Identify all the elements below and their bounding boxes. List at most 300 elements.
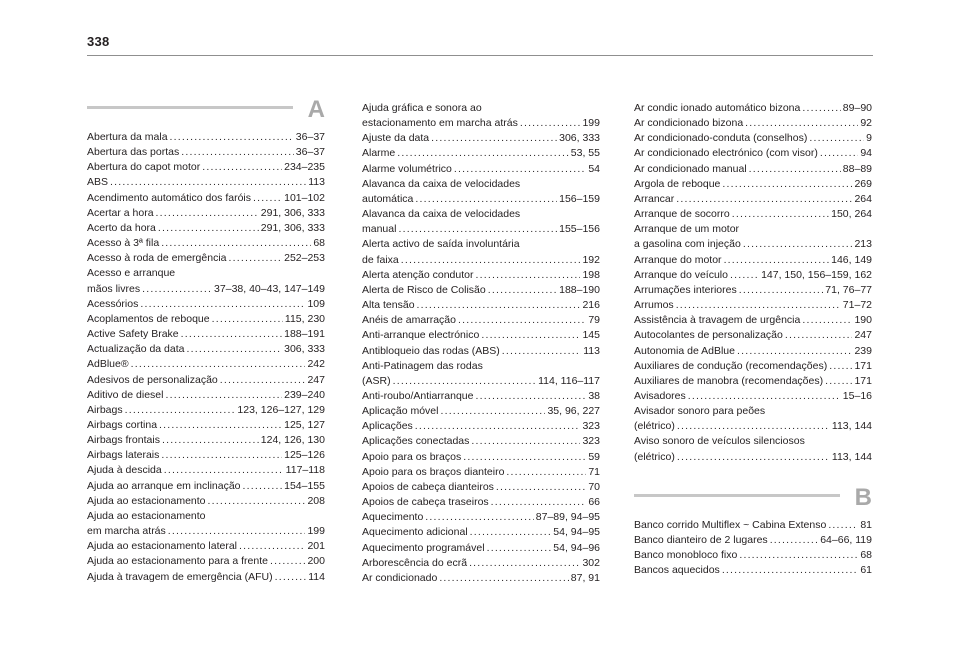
dot-leader (229, 251, 283, 266)
index-entry (87, 266, 325, 296)
index-entry (362, 465, 600, 480)
dot-leader (820, 146, 858, 161)
entry-term: Actualização da data (87, 343, 185, 356)
entry-line (634, 419, 872, 434)
entry-pages: 79 (588, 314, 600, 327)
entry-line (362, 389, 600, 404)
entry-term: Ar condicionado manual (634, 162, 747, 175)
dot-leader (737, 344, 852, 359)
entry-line (87, 570, 325, 585)
dot-leader (110, 175, 306, 190)
entry-term: Alarme (362, 147, 396, 160)
index-entry (634, 177, 872, 192)
entry-term: Abertura da mala (87, 131, 168, 143)
entry-term: Aplicações conectadas (362, 435, 470, 448)
entry-line (634, 298, 872, 313)
entry-pages: 302 (582, 556, 600, 569)
entry-term: Arborescência do ecrã (362, 556, 468, 569)
index-entry (362, 131, 600, 146)
entry-line (87, 539, 325, 554)
entry-term: estacionamento em marcha atrás (362, 117, 518, 130)
entry-line (362, 162, 600, 177)
entry-term: Airbags (87, 403, 123, 416)
entry-line (87, 191, 325, 206)
entry-line (362, 253, 600, 268)
index-entry (634, 283, 872, 298)
entry-line (87, 373, 325, 388)
index-entry (87, 373, 325, 388)
dot-leader (131, 357, 306, 372)
dot-leader (520, 116, 581, 131)
entry-pages: 36–37 (295, 131, 325, 143)
dot-leader (476, 268, 581, 283)
entry-term-line: Anti-Patinagem das rodas (362, 359, 483, 372)
entry-term-line: Avisador sonoro para peões (634, 405, 766, 418)
index-entry (634, 434, 872, 464)
index-entry (362, 495, 600, 510)
index-entry (87, 312, 325, 327)
index-entry (362, 525, 600, 540)
entry-line (634, 374, 872, 389)
entry-line (87, 206, 325, 221)
entry-pages: 216 (582, 299, 600, 312)
dot-leader (142, 282, 212, 297)
entry-line (87, 357, 325, 372)
index-entry (87, 191, 325, 206)
index-entry (362, 146, 600, 161)
index-entry (362, 162, 600, 177)
entry-pages: 247 (307, 373, 325, 386)
entry-pages: 252–253 (284, 252, 325, 265)
index-entry (634, 131, 872, 146)
index-entry (634, 374, 872, 389)
dot-leader (476, 389, 587, 404)
index-entry (87, 130, 325, 145)
dot-leader (220, 373, 306, 388)
entry-term: AdBlue® (87, 358, 129, 371)
entry-line (87, 175, 325, 190)
dot-leader (825, 374, 852, 389)
index-entry (87, 160, 325, 175)
dot-leader (415, 419, 581, 434)
entry-line (362, 495, 600, 510)
entry-term: Ajuda ao estacionamento lateral (87, 540, 238, 553)
entry-pages: 81 (860, 518, 872, 531)
entry-term: (elétrico) (634, 450, 675, 463)
entry-term: mãos livres (87, 282, 141, 295)
dot-leader (732, 207, 829, 222)
index-entry (87, 236, 325, 251)
entry-pages: 171 (854, 374, 872, 387)
index-entry (362, 404, 600, 419)
entry-term: Arranque de socorro (634, 208, 730, 221)
index-entry (634, 313, 872, 328)
index-entry (634, 359, 872, 374)
entry-term: ABS (87, 176, 109, 189)
index-column-3 (634, 101, 872, 578)
index-entry (87, 494, 325, 509)
dot-leader (161, 448, 282, 463)
index-entry (87, 403, 325, 418)
entry-line (362, 283, 600, 298)
dot-leader (431, 131, 557, 146)
entry-pages: 201 (307, 540, 325, 553)
entry-pages: 190 (854, 314, 872, 327)
entry-line (634, 344, 872, 359)
entry-line (634, 283, 872, 298)
dot-leader (168, 524, 306, 539)
entry-term: Auxiliares de manobra (recomendações) (634, 374, 824, 387)
entry-line (362, 480, 600, 495)
entry-pages: 54 (588, 162, 600, 175)
entry-line (87, 418, 325, 433)
dot-leader (677, 419, 830, 434)
entry-line (362, 344, 600, 359)
entry-line (634, 389, 872, 404)
section-header-a (87, 96, 325, 123)
entry-term: Ajuda à travagem de emergência (AFU) (87, 570, 273, 583)
dot-leader (688, 389, 841, 404)
entry-line (634, 313, 872, 328)
entry-line (87, 327, 325, 342)
index-entry (87, 463, 325, 478)
dot-leader (162, 433, 259, 448)
index-entry (87, 206, 325, 221)
entry-term: Avisadores (634, 389, 686, 402)
entry-line (362, 374, 600, 389)
dot-leader (487, 541, 552, 556)
entry-line (634, 548, 872, 563)
index-entry (634, 268, 872, 283)
dot-leader (164, 463, 284, 478)
entry-term: Ar condicionado electrónico (com visor) (634, 147, 818, 160)
entry-line (634, 207, 872, 222)
entry-term-line: Alavanca da caixa de velocidades (362, 177, 521, 190)
index-entry (362, 359, 600, 389)
entry-pages: 92 (860, 117, 872, 130)
entry-term: Anti-roubo/Antiarranque (362, 389, 474, 402)
entry-pages: 264 (854, 192, 872, 205)
entry-pages: 59 (588, 450, 600, 463)
dot-leader (212, 312, 283, 327)
dot-leader (496, 480, 586, 495)
dot-leader (470, 525, 552, 540)
entry-line (87, 479, 325, 494)
entry-list (634, 101, 872, 465)
entry-pages: 101–102 (284, 191, 325, 204)
entry-pages: 192 (582, 253, 600, 266)
dot-leader (275, 570, 307, 585)
dot-leader (722, 177, 852, 192)
entry-line (362, 328, 600, 343)
entry-term: Acendimento automático dos faróis (87, 191, 252, 204)
section-letter-a: A (307, 96, 325, 123)
dot-leader (770, 533, 819, 548)
entry-term: Ajuda ao estacionamento para a frente (87, 555, 268, 568)
entry-term: Aplicação móvel (362, 405, 439, 418)
entry-pages: 306, 333 (284, 343, 325, 356)
entry-term: Aplicações (362, 420, 413, 433)
entry-pages: 89–90 (842, 102, 872, 114)
index-entry (634, 207, 872, 222)
dot-leader (170, 130, 294, 145)
entry-pages: 113 (583, 344, 600, 357)
entry-line (634, 359, 872, 374)
entry-line (87, 130, 325, 145)
index-entry (362, 541, 600, 556)
entry-term: Alerta atenção condutor (362, 268, 474, 281)
entry-term: automática (362, 192, 414, 205)
entry-pages: 323 (582, 420, 600, 433)
dot-leader (440, 404, 545, 419)
dot-leader (743, 237, 853, 252)
entry-line (362, 116, 600, 131)
entry-line (362, 268, 600, 283)
entry-pages: 71–72 (842, 299, 872, 312)
section-rule (87, 106, 293, 109)
dot-leader (506, 465, 586, 480)
dot-leader (401, 253, 581, 268)
entry-term: Acerto da hora (87, 221, 156, 234)
entry-pages: 115, 230 (284, 312, 325, 325)
dot-leader (161, 236, 311, 251)
entry-line (634, 131, 872, 146)
index-entry (362, 510, 600, 525)
entry-pages: 68 (313, 237, 325, 250)
entry-term: Airbags frontais (87, 434, 160, 447)
section-header-b (634, 483, 872, 511)
entry-term: manual (362, 223, 397, 236)
dot-leader (724, 253, 830, 268)
entry-pages: 239 (854, 344, 872, 357)
entry-pages: 64–66, 119 (820, 533, 872, 546)
entry-term: Autonomia de AdBlue (634, 344, 735, 357)
entry-term: Abertura do capot motor (87, 161, 201, 174)
entry-term: Anéis de amarração (362, 314, 456, 327)
entry-pages: 239–240 (284, 388, 325, 401)
entry-term: Arrumos (634, 299, 674, 312)
entry-term: Acertar a hora (87, 206, 154, 219)
index-entry (362, 177, 600, 207)
index-entry (362, 480, 600, 495)
entry-term: Alarme volumétrico (362, 162, 452, 175)
index-entry (362, 434, 600, 449)
index-entry (634, 192, 872, 207)
dot-leader (809, 131, 864, 146)
entry-term: Airbags cortina (87, 418, 158, 431)
entry-term: (elétrico) (634, 420, 675, 433)
entry-term: em marcha atrás (87, 525, 166, 538)
entry-pages: 71 (588, 465, 600, 478)
entry-line (634, 162, 872, 177)
index-entry (87, 418, 325, 433)
entry-pages: 146, 149 (831, 253, 872, 266)
entry-line (362, 450, 600, 465)
entry-term: Arranque do veículo (634, 268, 728, 281)
entry-pages: 94 (860, 147, 872, 160)
dot-leader (491, 495, 587, 510)
index-entry (634, 518, 872, 533)
entry-term: Aquecimento (362, 511, 424, 524)
index-entry (362, 556, 600, 571)
index-entry (362, 328, 600, 343)
entry-line (634, 328, 872, 343)
entry-term: Arrumações interiores (634, 283, 737, 296)
entry-line (362, 541, 600, 556)
entry-term: Aquecimento programável (362, 541, 485, 554)
entry-pages: 35, 96, 227 (547, 405, 600, 418)
entry-term: Ajuste da data (362, 132, 430, 145)
dot-leader (417, 298, 581, 313)
entry-line (87, 297, 325, 312)
entry-term: Arranque do motor (634, 253, 722, 266)
entry-term: Banco dianteiro de 2 lugares (634, 533, 768, 546)
dot-leader (156, 206, 259, 221)
index-entry (362, 298, 600, 313)
dot-leader (749, 162, 841, 177)
entry-term: Alta tensão (362, 299, 415, 312)
entry-line (634, 533, 872, 548)
entry-list (362, 101, 600, 586)
entry-pages: 114, 116–117 (538, 374, 600, 387)
dot-leader (488, 283, 557, 298)
index-entry (362, 101, 600, 131)
entry-line (362, 525, 600, 540)
entry-pages: 125–126 (284, 449, 325, 462)
index-entry (87, 448, 325, 463)
dot-leader (397, 146, 569, 161)
entry-pages: 145 (582, 329, 600, 342)
entry-pages: 113, 144 (831, 420, 872, 433)
entry-term: de faixa (362, 253, 399, 266)
entry-pages: 54, 94–96 (553, 541, 600, 554)
index-entry (362, 268, 600, 283)
entry-term: Ar condicionado (362, 571, 438, 584)
dot-leader (722, 563, 859, 578)
dot-leader (125, 403, 236, 418)
entry-pages: 87, 91 (570, 571, 600, 584)
entry-pages: 208 (307, 494, 325, 507)
dot-leader (454, 162, 586, 177)
index-entry (87, 145, 325, 160)
entry-line (362, 571, 600, 586)
index-entry (87, 388, 325, 403)
entry-line (362, 313, 600, 328)
dot-leader (739, 548, 858, 563)
entry-list (634, 518, 872, 579)
index-entry (362, 419, 600, 434)
dot-leader (739, 283, 824, 298)
entry-pages: 198 (582, 268, 600, 281)
entry-pages: 200 (307, 555, 325, 568)
dot-leader (802, 313, 852, 328)
entry-term: Acesso à roda de emergência (87, 252, 227, 265)
entry-line (634, 237, 872, 252)
index-entry (87, 221, 325, 236)
dot-leader (469, 556, 580, 571)
dot-leader (425, 510, 533, 525)
entry-pages: 234–235 (284, 161, 325, 174)
entry-term: Active Safety Brake (87, 328, 179, 341)
index-entry (362, 283, 600, 298)
entry-term: Arrancar (634, 192, 675, 205)
entry-term: Airbags laterais (87, 449, 160, 462)
entry-term: Acessórios (87, 297, 139, 310)
dot-leader (239, 539, 305, 554)
index-entry (634, 101, 872, 116)
dot-leader (677, 450, 830, 465)
section-rule (634, 494, 840, 497)
entry-term: Apoios de cabeça traseiros (362, 496, 489, 509)
entry-term-line: Arranque de um motor (634, 223, 740, 236)
dot-leader (439, 571, 568, 586)
index-entry (87, 175, 325, 190)
index-entry (634, 389, 872, 404)
dot-leader (829, 359, 852, 374)
dot-leader (208, 494, 306, 509)
dot-leader (471, 434, 580, 449)
entry-pages: 150, 264 (831, 208, 872, 221)
entry-pages: 125, 127 (284, 418, 325, 431)
entry-line (362, 404, 600, 419)
entry-line (634, 450, 872, 465)
dot-leader (785, 328, 853, 343)
entry-line (634, 268, 872, 283)
entry-line (87, 554, 325, 569)
entry-term: Anti-arranque electrónico (362, 329, 480, 342)
index-entry (362, 207, 600, 237)
index-entry (634, 548, 872, 563)
entry-pages: 155–156 (559, 223, 600, 236)
entry-pages: 38 (588, 389, 600, 402)
entry-pages: 242 (307, 358, 325, 371)
entry-term: Alerta de Risco de Colisão (362, 283, 486, 296)
entry-term: Apoios de cabeça dianteiros (362, 480, 494, 493)
section-spacer (634, 465, 872, 489)
index-entry (87, 342, 325, 357)
entry-term: Ajuda ao arranque em inclinação (87, 479, 241, 492)
entry-line (634, 192, 872, 207)
entry-term: Aditivo de diesel (87, 388, 164, 401)
entry-pages: 213 (854, 238, 872, 251)
entry-line (87, 433, 325, 448)
entry-term-line: Alerta activo de saída involuntária (362, 238, 520, 251)
entry-pages: 37–38, 40–43, 147–149 (214, 282, 325, 295)
entry-pages: 113, 144 (831, 450, 872, 463)
entry-line (87, 342, 325, 357)
entry-term: Apoio para os braços dianteiro (362, 465, 505, 478)
dot-leader (158, 221, 259, 236)
entry-pages: 269 (854, 177, 872, 190)
entry-term: Acoplamentos de reboque (87, 312, 210, 325)
entry-line (634, 253, 872, 268)
dot-leader (202, 160, 282, 175)
dot-leader (502, 344, 582, 359)
entry-term: Ar condicionado-conduta (conselhos) (634, 132, 808, 145)
entry-pages: 291, 306, 333 (260, 221, 325, 234)
entry-pages: 156–159 (559, 192, 600, 205)
entry-line (362, 131, 600, 146)
index-entry (362, 313, 600, 328)
entry-pages: 68 (860, 549, 872, 562)
entry-line (362, 298, 600, 313)
entry-pages: 199 (582, 117, 600, 130)
index-entry (87, 509, 325, 539)
entry-pages: 66 (588, 496, 600, 509)
dot-leader (181, 145, 294, 160)
index-entry (634, 162, 872, 177)
entry-pages: 53, 55 (570, 147, 600, 160)
